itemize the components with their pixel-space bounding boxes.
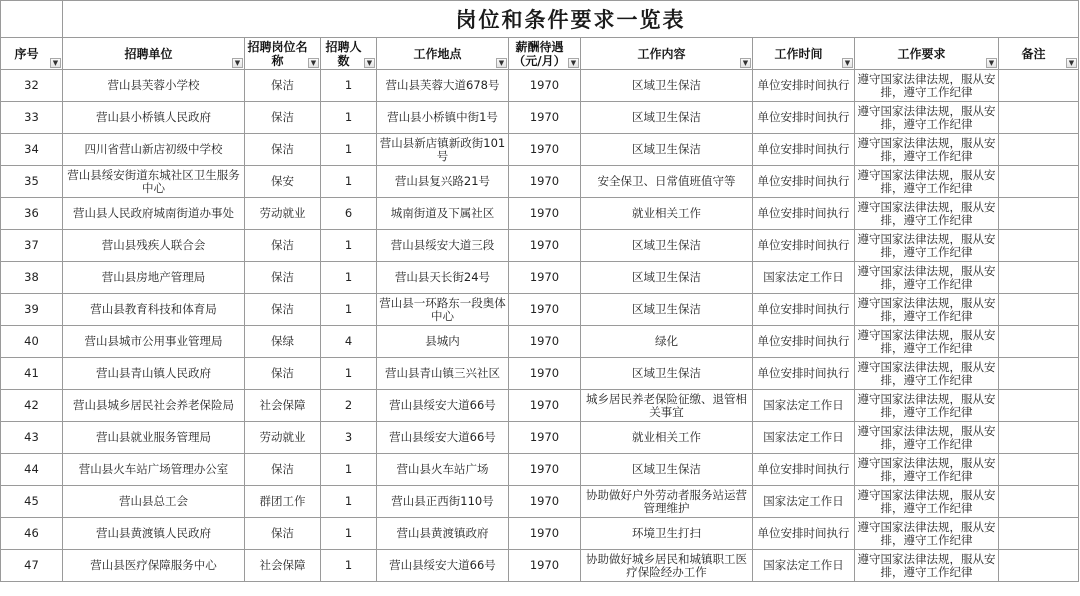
cell-content[interactable]: 区域卫生保洁 — [581, 454, 753, 486]
cell-unit[interactable]: 营山县医疗保障服务中心 — [63, 550, 245, 582]
cell-time[interactable]: 单位安排时间执行 — [753, 166, 855, 198]
cell-remark[interactable] — [999, 166, 1079, 198]
cell-position[interactable]: 保安 — [245, 166, 321, 198]
cell-requirement[interactable]: 遵守国家法律法规，服从安排，遵守工作纪律 — [855, 230, 999, 262]
cell-seq[interactable]: 43 — [1, 422, 63, 454]
cell-time[interactable]: 国家法定工作日 — [753, 550, 855, 582]
cell-seq[interactable]: 41 — [1, 358, 63, 390]
cell-unit[interactable]: 营山县教育科技和体育局 — [63, 294, 245, 326]
filter-dropdown-icon[interactable]: ▼ — [496, 58, 507, 68]
cell-unit[interactable]: 营山县小桥镇人民政府 — [63, 102, 245, 134]
cell-time[interactable]: 单位安排时间执行 — [753, 198, 855, 230]
cell-time[interactable]: 单位安排时间执行 — [753, 358, 855, 390]
cell-count[interactable]: 1 — [321, 454, 377, 486]
cell-count[interactable]: 1 — [321, 134, 377, 166]
cell-time[interactable]: 单位安排时间执行 — [753, 294, 855, 326]
table-row — [1, 454, 1079, 486]
cell-location[interactable]: 营山县黄渡镇政府 — [377, 518, 509, 550]
header-salary[interactable] — [509, 38, 581, 70]
cell-location[interactable]: 营山县小桥镇中街1号 — [377, 102, 509, 134]
cell-seq[interactable]: 47 — [1, 550, 63, 582]
cell-content[interactable]: 区域卫生保洁 — [581, 70, 753, 102]
table-row — [1, 102, 1079, 134]
cell-seq[interactable]: 46 — [1, 518, 63, 550]
cell-count[interactable]: 1 — [321, 262, 377, 294]
cell-position[interactable]: 劳动就业 — [245, 198, 321, 230]
cell-seq[interactable]: 44 — [1, 454, 63, 486]
header-count[interactable] — [321, 38, 377, 70]
table-row — [1, 518, 1079, 550]
cell-seq[interactable]: 38 — [1, 262, 63, 294]
title-corner-cell[interactable] — [1, 1, 63, 38]
cell-time[interactable]: 国家法定工作日 — [753, 262, 855, 294]
cell-content[interactable]: 协助做好城乡居民和城镇职工医疗保险经办工作 — [581, 550, 753, 582]
header-remark[interactable] — [999, 38, 1079, 70]
cell-position[interactable]: 保洁 — [245, 134, 321, 166]
cell-count[interactable]: 4 — [321, 326, 377, 358]
cell-remark[interactable] — [999, 550, 1079, 582]
cell-salary[interactable]: 1970 — [509, 102, 581, 134]
cell-remark[interactable] — [999, 358, 1079, 390]
cell-position[interactable]: 保洁 — [245, 230, 321, 262]
cell-salary[interactable]: 1970 — [509, 422, 581, 454]
column-header-label: 工作时间 — [774, 46, 823, 61]
cell-seq[interactable]: 39 — [1, 294, 63, 326]
cell-requirement[interactable]: 遵守国家法律法规，服从安排，遵守工作纪律 — [855, 198, 999, 230]
cell-salary[interactable]: 1970 — [509, 198, 581, 230]
cell-remark[interactable] — [999, 262, 1079, 294]
cell-content[interactable]: 就业相关工作 — [581, 198, 753, 230]
column-header-label: 招聘单位 — [124, 46, 173, 61]
table-row — [1, 198, 1079, 230]
cell-seq[interactable]: 35 — [1, 166, 63, 198]
column-header-label: 工作地点 — [413, 46, 462, 61]
header-time[interactable] — [753, 38, 855, 70]
cell-salary[interactable]: 1970 — [509, 454, 581, 486]
cell-position[interactable]: 保洁 — [245, 518, 321, 550]
cell-location[interactable]: 营山县火车站广场 — [377, 454, 509, 486]
header-unit[interactable] — [63, 38, 245, 70]
cell-unit[interactable]: 营山县人民政府城南街道办事处 — [63, 198, 245, 230]
cell-salary[interactable]: 1970 — [509, 262, 581, 294]
filter-dropdown-icon[interactable]: ▼ — [50, 58, 61, 68]
cell-requirement[interactable]: 遵守国家法律法规，服从安排，遵守工作纪律 — [855, 358, 999, 390]
cell-location[interactable]: 营山县青山镇三兴社区 — [377, 358, 509, 390]
cell-location[interactable]: 营山县新店镇新政街101号 — [377, 134, 509, 166]
cell-seq[interactable]: 33 — [1, 102, 63, 134]
cell-position[interactable]: 保绿 — [245, 326, 321, 358]
table-row — [1, 134, 1079, 166]
title-row — [1, 1, 1079, 38]
cell-location[interactable]: 营山县一环路东一段奥体中心 — [377, 294, 509, 326]
filter-dropdown-icon[interactable]: ▼ — [740, 58, 751, 68]
cell-count[interactable]: 1 — [321, 358, 377, 390]
cell-requirement[interactable]: 遵守国家法律法规，服从安排，遵守工作纪律 — [855, 550, 999, 582]
cell-unit[interactable]: 营山县青山镇人民政府 — [63, 358, 245, 390]
cell-count[interactable]: 1 — [321, 230, 377, 262]
table-row — [1, 262, 1079, 294]
cell-location[interactable]: 营山县芙蓉大道678号 — [377, 70, 509, 102]
cell-location[interactable]: 营山县天长街24号 — [377, 262, 509, 294]
cell-position[interactable]: 保洁 — [245, 454, 321, 486]
table-row — [1, 230, 1079, 262]
cell-unit[interactable]: 营山县芙蓉小学校 — [63, 70, 245, 102]
header-requirement[interactable] — [855, 38, 999, 70]
table-row — [1, 550, 1079, 582]
cell-salary[interactable]: 1970 — [509, 486, 581, 518]
cell-unit[interactable]: 营山县黄渡镇人民政府 — [63, 518, 245, 550]
cell-location[interactable]: 营山县复兴路21号 — [377, 166, 509, 198]
cell-remark[interactable] — [999, 294, 1079, 326]
cell-time[interactable]: 单位安排时间执行 — [753, 230, 855, 262]
cell-requirement[interactable]: 遵守国家法律法规，服从安排，遵守工作纪律 — [855, 422, 999, 454]
cell-time[interactable]: 单位安排时间执行 — [753, 518, 855, 550]
cell-position[interactable]: 保洁 — [245, 102, 321, 134]
column-header-label: 序号 — [14, 46, 39, 61]
cell-remark[interactable] — [999, 326, 1079, 358]
header-position[interactable] — [245, 38, 321, 70]
cell-position[interactable]: 保洁 — [245, 70, 321, 102]
cell-time[interactable]: 单位安排时间执行 — [753, 134, 855, 166]
cell-content[interactable]: 区域卫生保洁 — [581, 358, 753, 390]
cell-remark[interactable] — [999, 230, 1079, 262]
cell-location[interactable]: 营山县正西街110号 — [377, 486, 509, 518]
filter-dropdown-icon[interactable]: ▼ — [364, 58, 375, 68]
cell-position[interactable]: 劳动就业 — [245, 422, 321, 454]
cell-count[interactable]: 1 — [321, 518, 377, 550]
cell-content[interactable]: 绿化 — [581, 326, 753, 358]
filter-dropdown-icon[interactable]: ▼ — [842, 58, 853, 68]
cell-seq[interactable]: 42 — [1, 390, 63, 422]
cell-location[interactable]: 城南街道及下属社区 — [377, 198, 509, 230]
cell-content[interactable]: 区域卫生保洁 — [581, 102, 753, 134]
cell-position[interactable]: 保洁 — [245, 294, 321, 326]
cell-salary[interactable]: 1970 — [509, 326, 581, 358]
cell-count[interactable]: 6 — [321, 198, 377, 230]
cell-remark[interactable] — [999, 198, 1079, 230]
cell-salary[interactable]: 1970 — [509, 550, 581, 582]
cell-unit[interactable]: 营山县绥安街道东城社区卫生服务中心 — [63, 166, 245, 198]
cell-time[interactable]: 国家法定工作日 — [753, 486, 855, 518]
column-header-label: 备注 — [1021, 46, 1046, 61]
cell-seq[interactable]: 40 — [1, 326, 63, 358]
cell-seq[interactable]: 37 — [1, 230, 63, 262]
cell-content[interactable]: 城乡居民养老保险征缴、退管相关事宜 — [581, 390, 753, 422]
cell-salary[interactable]: 1970 — [509, 294, 581, 326]
cell-location[interactable]: 营山县绥安大道66号 — [377, 422, 509, 454]
table-row — [1, 70, 1079, 102]
cell-requirement[interactable]: 遵守国家法律法规，服从安排，遵守工作纪律 — [855, 134, 999, 166]
cell-salary[interactable]: 1970 — [509, 230, 581, 262]
cell-content[interactable]: 协助做好户外劳动者服务站运营管理维护 — [581, 486, 753, 518]
filter-dropdown-icon[interactable]: ▼ — [568, 58, 579, 68]
cell-count[interactable]: 1 — [321, 486, 377, 518]
cell-count[interactable]: 1 — [321, 550, 377, 582]
column-header-label: 招聘人数 — [325, 39, 362, 68]
cell-count[interactable]: 1 — [321, 70, 377, 102]
cell-requirement[interactable]: 遵守国家法律法规，服从安排，遵守工作纪律 — [855, 390, 999, 422]
header-seq[interactable] — [1, 38, 63, 70]
cell-time[interactable]: 单位安排时间执行 — [753, 102, 855, 134]
cell-remark[interactable] — [999, 518, 1079, 550]
cell-position[interactable]: 保洁 — [245, 262, 321, 294]
filter-dropdown-icon[interactable]: ▼ — [308, 58, 319, 68]
cell-seq[interactable]: 32 — [1, 70, 63, 102]
cell-count[interactable]: 1 — [321, 102, 377, 134]
filter-dropdown-icon[interactable]: ▼ — [986, 58, 997, 68]
cell-salary[interactable]: 1970 — [509, 166, 581, 198]
cell-time[interactable]: 单位安排时间执行 — [753, 326, 855, 358]
header-location[interactable] — [377, 38, 509, 70]
cell-salary[interactable]: 1970 — [509, 134, 581, 166]
cell-time[interactable]: 国家法定工作日 — [753, 390, 855, 422]
cell-position[interactable]: 保洁 — [245, 358, 321, 390]
cell-unit[interactable]: 营山县火车站广场管理办公室 — [63, 454, 245, 486]
cell-content[interactable]: 就业相关工作 — [581, 422, 753, 454]
cell-count[interactable]: 2 — [321, 390, 377, 422]
cell-remark[interactable] — [999, 422, 1079, 454]
cell-unit[interactable]: 营山县房地产管理局 — [63, 262, 245, 294]
cell-salary[interactable]: 1970 — [509, 70, 581, 102]
cell-content[interactable]: 安全保卫、日常值班值守等 — [581, 166, 753, 198]
column-header-row — [1, 38, 1079, 70]
cell-remark[interactable] — [999, 390, 1079, 422]
cell-seq[interactable]: 34 — [1, 134, 63, 166]
table-row — [1, 326, 1079, 358]
cell-count[interactable]: 1 — [321, 166, 377, 198]
cell-requirement[interactable]: 遵守国家法律法规，服从安排，遵守工作纪律 — [855, 326, 999, 358]
cell-content[interactable]: 区域卫生保洁 — [581, 230, 753, 262]
cell-content[interactable]: 环境卫生打扫 — [581, 518, 753, 550]
cell-remark[interactable] — [999, 102, 1079, 134]
table-row — [1, 390, 1079, 422]
cell-position[interactable]: 社会保障 — [245, 550, 321, 582]
cell-remark[interactable] — [999, 134, 1079, 166]
cell-position[interactable]: 群团工作 — [245, 486, 321, 518]
cell-location[interactable]: 营山县绥安大道66号 — [377, 550, 509, 582]
cell-time[interactable]: 单位安排时间执行 — [753, 70, 855, 102]
cell-remark[interactable] — [999, 486, 1079, 518]
cell-requirement[interactable]: 遵守国家法律法规，服从安排，遵守工作纪律 — [855, 294, 999, 326]
table-row — [1, 486, 1079, 518]
cell-requirement[interactable]: 遵守国家法律法规，服从安排，遵守工作纪律 — [855, 518, 999, 550]
cell-unit[interactable]: 四川省营山新店初级中学校 — [63, 134, 245, 166]
table-row — [1, 422, 1079, 454]
column-header-label: 工作要求 — [897, 46, 946, 61]
cell-unit[interactable]: 营山县城市公用事业管理局 — [63, 326, 245, 358]
cell-location[interactable]: 县城内 — [377, 326, 509, 358]
cell-content[interactable]: 区域卫生保洁 — [581, 262, 753, 294]
header-content[interactable] — [581, 38, 753, 70]
cell-count[interactable]: 3 — [321, 422, 377, 454]
cell-count[interactable]: 1 — [321, 294, 377, 326]
table-row — [1, 294, 1079, 326]
cell-unit[interactable]: 营山县总工会 — [63, 486, 245, 518]
cell-content[interactable]: 区域卫生保洁 — [581, 294, 753, 326]
table-row — [1, 166, 1079, 198]
cell-unit[interactable]: 营山县就业服务管理局 — [63, 422, 245, 454]
filter-dropdown-icon[interactable]: ▼ — [1066, 58, 1077, 68]
cell-requirement[interactable]: 遵守国家法律法规，服从安排，遵守工作纪律 — [855, 262, 999, 294]
cell-content[interactable]: 区域卫生保洁 — [581, 134, 753, 166]
cell-requirement[interactable]: 遵守国家法律法规，服从安排，遵守工作纪律 — [855, 70, 999, 102]
cell-unit[interactable]: 营山县残疾人联合会 — [63, 230, 245, 262]
cell-location[interactable]: 营山县绥安大道三段 — [377, 230, 509, 262]
filter-dropdown-icon[interactable]: ▼ — [232, 58, 243, 68]
column-header-label: 招聘岗位名称 — [247, 39, 308, 68]
cell-requirement[interactable]: 遵守国家法律法规，服从安排，遵守工作纪律 — [855, 166, 999, 198]
table-row — [1, 358, 1079, 390]
column-header-label: 工作内容 — [637, 46, 686, 61]
cell-salary[interactable]: 1970 — [509, 518, 581, 550]
cell-remark[interactable] — [999, 70, 1079, 102]
table-title[interactable]: 岗位和条件要求一览表 — [63, 1, 1079, 38]
column-header-label: 薪酬待遇（元/月） — [513, 39, 566, 68]
cell-time[interactable]: 国家法定工作日 — [753, 422, 855, 454]
cell-unit[interactable]: 营山县城乡居民社会养老保险局 — [63, 390, 245, 422]
cell-requirement[interactable]: 遵守国家法律法规，服从安排，遵守工作纪律 — [855, 486, 999, 518]
cell-remark[interactable] — [999, 454, 1079, 486]
cell-seq[interactable]: 45 — [1, 486, 63, 518]
cell-seq[interactable]: 36 — [1, 198, 63, 230]
cell-position[interactable]: 社会保障 — [245, 390, 321, 422]
cell-requirement[interactable]: 遵守国家法律法规，服从安排，遵守工作纪律 — [855, 454, 999, 486]
cell-requirement[interactable]: 遵守国家法律法规，服从安排，遵守工作纪律 — [855, 102, 999, 134]
cell-location[interactable]: 营山县绥安大道66号 — [377, 390, 509, 422]
cell-time[interactable]: 单位安排时间执行 — [753, 454, 855, 486]
cell-salary[interactable]: 1970 — [509, 390, 581, 422]
table-body — [1, 70, 1079, 582]
cell-salary[interactable]: 1970 — [509, 358, 581, 390]
